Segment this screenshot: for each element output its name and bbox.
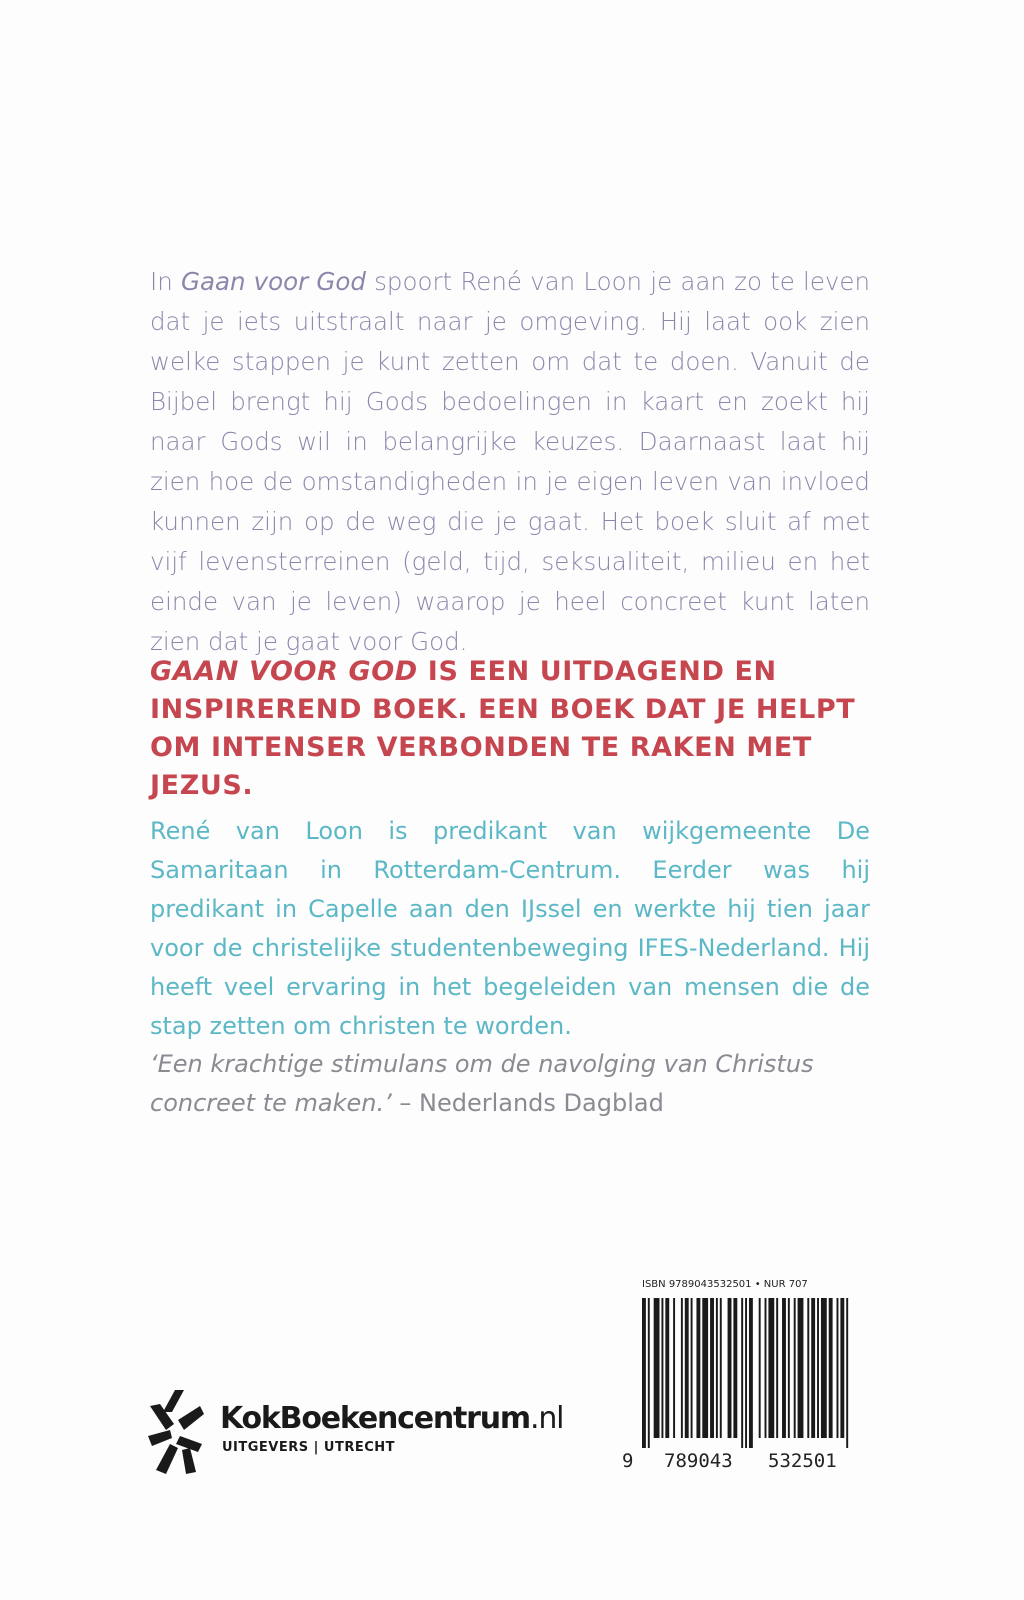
barcode-bar <box>696 1298 700 1438</box>
barcode-bar <box>720 1298 722 1438</box>
barcode-bar <box>654 1298 660 1438</box>
barcode-bar <box>829 1298 833 1438</box>
barcode-bar <box>765 1298 767 1438</box>
tagline-text: IS EEN UITDAGEND EN INSPIREREND BOEK. EEN BOEK DAT JE HELPT OM INTENSER VERBONDEN TE RAKEN MET JEZUS. <box>150 656 856 801</box>
quote-text: ‘Een krachtige stimulans om de navolging van Christus concreet te maken.’ <box>150 1050 814 1117</box>
barcode-bar <box>840 1298 844 1438</box>
barcode-digit-group-1: 789043 <box>664 1450 733 1472</box>
barcode-bar <box>681 1298 683 1438</box>
barcode-digits <box>620 1450 860 1472</box>
barcode-bar <box>728 1298 732 1438</box>
barcode-bar <box>673 1298 675 1438</box>
kokboekencentrum-logo-icon <box>148 1390 204 1474</box>
barcode-bar <box>648 1298 650 1448</box>
barcode-digit-group-2: 532501 <box>768 1450 837 1472</box>
barcode-bar <box>741 1298 743 1448</box>
barcode-bar <box>759 1298 761 1438</box>
barcode-bar <box>665 1298 669 1438</box>
publisher-subtitle: UITGEVERS | UTRECHT <box>222 1440 396 1455</box>
barcode-bar <box>733 1298 737 1438</box>
barcode-bar <box>745 1298 747 1448</box>
barcode-bar <box>811 1298 815 1438</box>
barcode-bar <box>837 1298 839 1438</box>
barcode-bar <box>661 1298 663 1438</box>
tagline <box>150 653 870 805</box>
barcode-bar <box>691 1298 693 1438</box>
barcode-bar <box>817 1298 819 1438</box>
barcode-bar <box>685 1298 689 1438</box>
quote-source: – Nederlands Dagblad <box>391 1089 664 1117</box>
barcode-bar <box>710 1298 714 1438</box>
barcode-digit-first: 9 <box>622 1450 634 1472</box>
barcode-bar <box>702 1298 708 1438</box>
barcode-bar <box>768 1298 774 1438</box>
barcode-bar <box>776 1298 778 1438</box>
publisher-logo <box>148 1390 568 1480</box>
barcode-bar <box>749 1298 753 1448</box>
blurb-paragraph <box>150 262 870 662</box>
tagline-book-title: GAAN VOOR GOD <box>150 656 418 687</box>
publisher-name: KokBoekencentrum.nl <box>220 1401 564 1436</box>
barcode-bar <box>794 1298 796 1438</box>
isbn-label: ISBN 9789043532501 • NUR 707 <box>642 1279 808 1290</box>
author-bio: René van Loon is predikant van wijkgemeente De Samaritaan in Rotterdam-Centrum. Eerder was hij predikant in Capelle aan den IJssel en werkte hij tien jaar voor de christelijke studentenbeweging IFES-Nederland. Hij heeft veel ervaring in het begeleiden van mensen die de stap zetten om christen te worden. <box>150 817 870 1040</box>
review-quote <box>150 1045 870 1123</box>
barcode-bar <box>807 1298 809 1438</box>
blurb-intro: In <box>150 267 181 296</box>
barcode-bar <box>782 1298 786 1438</box>
blurb-book-title: Gaan voor God <box>180 267 366 296</box>
barcode-bar <box>798 1298 804 1438</box>
barcode-bar <box>821 1298 827 1438</box>
barcode-bar <box>716 1298 718 1438</box>
blurb-text: spoort René van Loon je aan zo te leven dat je iets uitstraalt naar je omgeving. Hij laat ook zien welke stappen je kunt zetten om dat te doen. Vanuit de Bijbel brengt hij Gods bedoelingen in kaart en zoekt hij naar Gods wil in belangrijke keuzes. Daarnaast laat hij zien hoe de omstandigheden in je eigen leven van invloed kunnen zijn op de weg die je gaat. Het boek sluit af met vijf levensterreinen (geld, tijd, seksualiteit, milieu en het einde van je leven) waarop je heel concreet kunt laten zien dat je gaat voor God. <box>150 267 870 656</box>
barcode-graphic <box>642 1298 854 1448</box>
barcode-bar <box>846 1298 848 1448</box>
barcode-bar <box>642 1298 646 1448</box>
barcode-bar <box>788 1298 790 1438</box>
barcode-block <box>620 1278 860 1478</box>
